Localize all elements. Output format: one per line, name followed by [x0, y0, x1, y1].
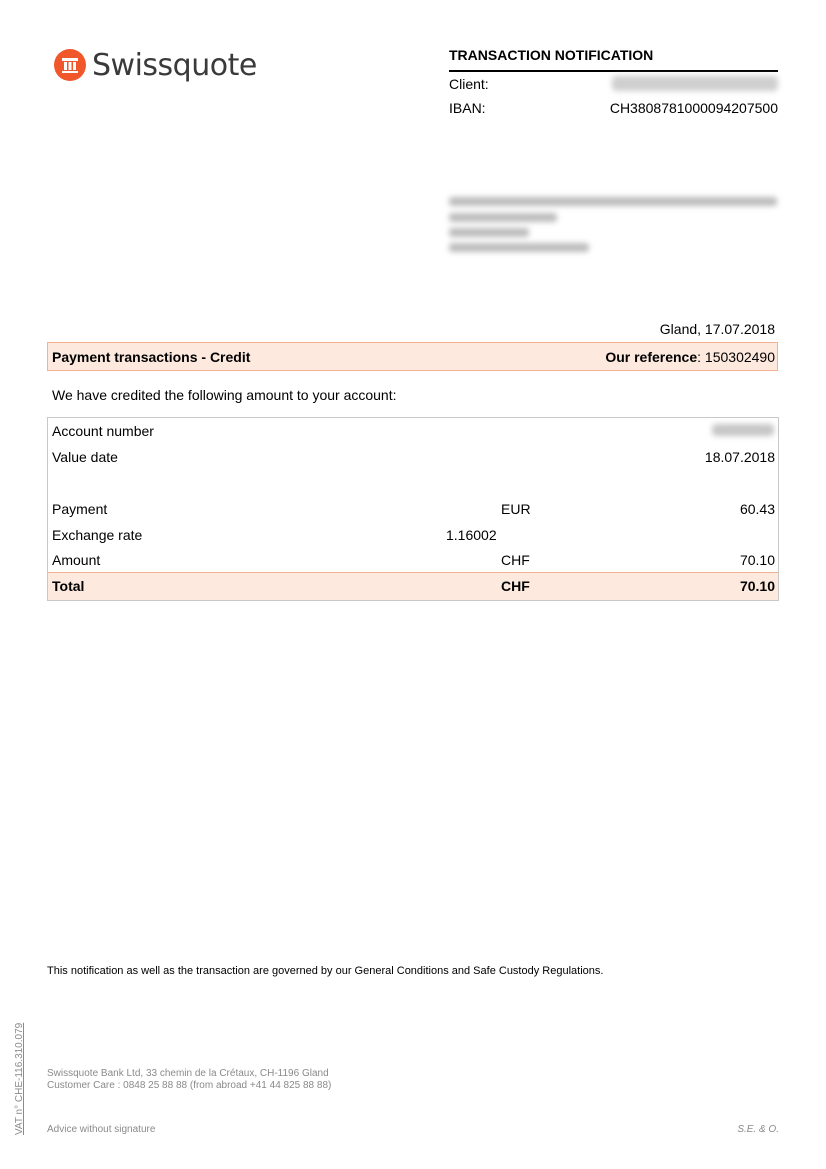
address-line-redacted	[449, 243, 589, 252]
our-reference-value: 150302490	[704, 349, 775, 365]
client-label: Client:	[449, 76, 489, 92]
total-row-band	[48, 572, 778, 600]
our-reference	[605, 349, 775, 365]
transaction-type-title: Payment transactions - Credit	[52, 349, 251, 365]
value-date: 18.07.2018	[704, 449, 775, 465]
vat-number: VAT n° CHE-116.310.079	[14, 1022, 25, 1135]
bank-building-icon	[54, 49, 86, 81]
swissquote-logo	[54, 47, 257, 83]
address-line-redacted	[449, 197, 777, 206]
amount-label: Amount	[52, 552, 101, 568]
total-currency: CHF	[501, 578, 530, 594]
document-title: TRANSACTION NOTIFICATION	[449, 47, 654, 63]
place-date: Gland, 17.07.2018	[659, 321, 775, 337]
recipient-address-redacted	[449, 195, 779, 255]
payment-amount: 60.43	[739, 501, 775, 517]
customer-care-line: Customer Care : 0848 25 88 88 (from abroad +41 44 825 88 88)	[47, 1080, 332, 1091]
governing-terms-note: This notification as well as the transaction are governed by our General Conditions and Safe Custody Regulations.	[47, 965, 604, 977]
account-number-label: Account number	[52, 423, 154, 439]
intro-text: We have credited the following amount to your account:	[52, 387, 397, 403]
iban-value: CH3808781000094207500	[609, 100, 778, 116]
amount-currency: CHF	[501, 552, 530, 568]
errors-omissions-note: S.E. & O.	[737, 1124, 779, 1135]
our-reference-separator: :	[697, 349, 705, 365]
address-line-redacted	[449, 213, 557, 222]
bank-address	[47, 1068, 331, 1092]
exchange-rate-value: 1.16002	[446, 527, 497, 543]
address-line-redacted	[449, 228, 529, 237]
client-value-redacted	[612, 76, 778, 91]
payment-label: Payment	[52, 501, 108, 517]
total-value: 70.10	[739, 578, 775, 594]
brand-name: Swissquote	[92, 47, 257, 83]
account-number-redacted	[712, 424, 774, 436]
iban-label: IBAN:	[449, 100, 486, 116]
value-date-label: Value date	[52, 449, 118, 465]
header-divider	[449, 70, 778, 72]
total-label: Total	[52, 578, 85, 594]
amount-value: 70.10	[739, 552, 775, 568]
advice-without-signature: Advice without signature	[47, 1124, 156, 1135]
payment-currency: EUR	[501, 501, 531, 517]
our-reference-label: Our reference	[605, 349, 698, 365]
exchange-rate-label: Exchange rate	[52, 527, 143, 543]
bank-address-line: Swissquote Bank Ltd, 33 chemin de la Crétaux, CH-1196 Gland	[47, 1068, 329, 1079]
